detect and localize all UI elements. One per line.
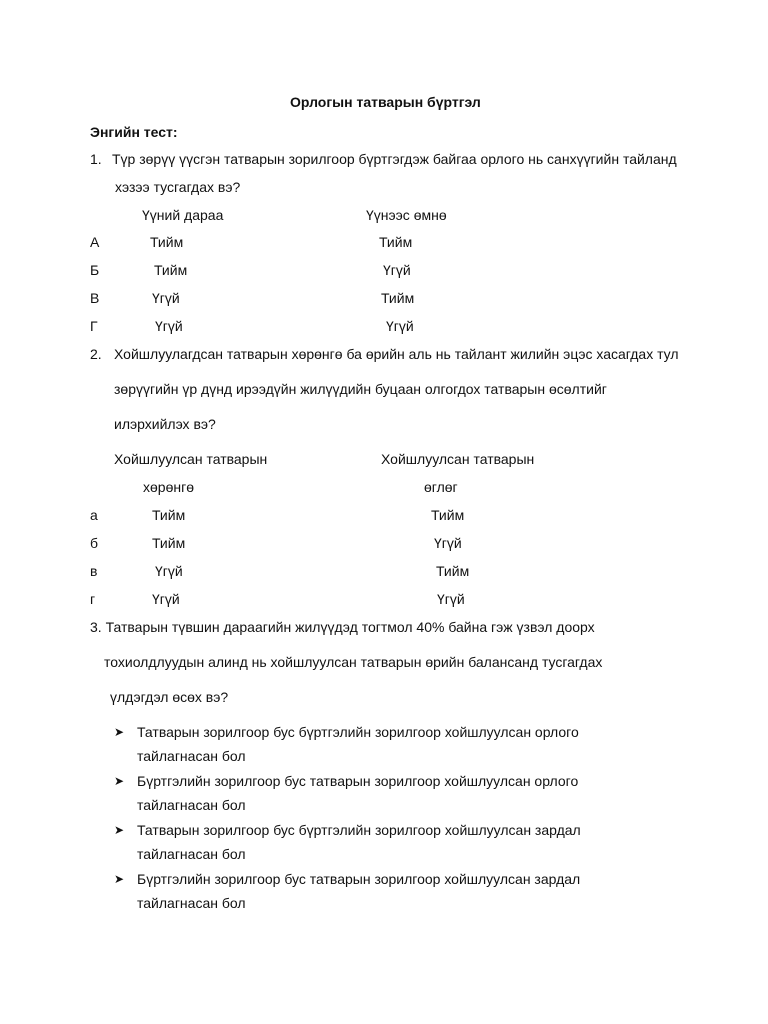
arrowhead-bullet-icon: ➤ — [114, 872, 125, 886]
q1-row-answer-1: Тийм — [150, 234, 184, 250]
q1-text-line-1: Түр зөрүү үүсгэн татварын зорилгоор бүртгэгдэж байгаа орлого нь санхүүгийн тайланд — [112, 151, 677, 167]
q2-column-subheader-2: өглөг — [424, 479, 458, 495]
arrowhead-bullet-icon: ➤ — [114, 725, 125, 739]
section-heading: Энгийн тест: — [90, 124, 178, 140]
q3-option-line-1: Татварын зорилгоор бус бүртгэлийн зорилгоор хойшлуулсан зардал — [137, 822, 581, 838]
q2-row-label: г — [90, 591, 96, 607]
q3-text-line-1: 3. Татварын түвшин дараагийн жилүүдэд тогтмол 40% байна гэж үзвэл доорх — [90, 619, 595, 635]
q1-row-answer-2: Үгүй — [386, 318, 414, 334]
q1-row-label: А — [90, 234, 100, 250]
q1-row-label: Б — [90, 262, 100, 278]
q2-column-header-1: Хойшлуулсан татварын — [114, 451, 268, 467]
q2-row-answer-2: Тийм — [431, 507, 465, 523]
q1-row-label: Г — [90, 318, 98, 334]
q1-row-answer-2: Үгүй — [383, 262, 411, 278]
q3-option-line-2: тайлагнасан бол — [137, 748, 246, 764]
q1-text-line-2: хэзээ тусгагдах вэ? — [115, 179, 241, 195]
q3-text-line-3: үлдэгдэл өсөх вэ? — [110, 689, 229, 705]
q3-option-line-2: тайлагнасан бол — [137, 846, 246, 862]
q1-row-answer-1: Тийм — [154, 262, 188, 278]
q2-text-line-3: илэрхийлэх вэ? — [114, 416, 216, 432]
arrowhead-bullet-icon: ➤ — [114, 823, 125, 837]
q1-row-answer-2: Тийм — [381, 290, 415, 306]
arrowhead-bullet-icon: ➤ — [114, 774, 125, 788]
q3-option-line-1: Бүртгэлийн зорилгоор бус татварын зорилгоор хойшлуулсан орлого — [137, 773, 579, 789]
q1-number: 1. — [90, 151, 102, 167]
page-title: Орлогын татварын бүртгэл — [290, 94, 481, 110]
q2-row-answer-1: Тийм — [152, 535, 186, 551]
q1-column-header-2: Үүнээс өмнө — [366, 207, 447, 223]
q3-text-line-2: тохиолдлуудын алинд нь хойшлуулсан татварын өрийн балансанд тусгагдах — [104, 654, 603, 670]
q2-row-answer-1: Тийм — [152, 507, 186, 523]
q3-option-line-2: тайлагнасан бол — [137, 797, 246, 813]
q2-column-subheader-1: хөрөнгө — [143, 479, 194, 495]
q1-row-label: В — [90, 290, 100, 306]
q3-option-line-2: тайлагнасан бол — [137, 895, 246, 911]
q2-row-label: в — [90, 563, 98, 579]
q1-row-answer-2: Тийм — [379, 234, 413, 250]
q2-column-header-2: Хойшлуулсан татварын — [381, 451, 535, 467]
q2-row-answer-1: Үгүй — [155, 563, 183, 579]
q3-option-line-1: Бүртгэлийн зорилгоор бус татварын зорилгоор хойшлуулсан зардал — [137, 871, 581, 887]
q2-row-answer-2: Үгүй — [437, 591, 465, 607]
q1-row-answer-1: Үгүй — [152, 290, 180, 306]
q3-option-line-1: Татварын зорилгоор бус бүртгэлийн зорилгоор хойшлуулсан орлого — [137, 724, 579, 740]
q2-row-answer-2: Үгүй — [434, 535, 462, 551]
q2-text-line-2: зөрүүгийн үр дүнд ирээдүйн жилүүдийн буцаан олгогдох татварын өсөлтийг — [114, 381, 607, 397]
q1-row-answer-1: Үгүй — [155, 318, 183, 334]
q2-row-answer-2: Тийм — [436, 563, 470, 579]
q2-number: 2. — [90, 346, 102, 362]
q2-text-line-1: Хойшлуулагдсан татварын хөрөнгө ба өрийн аль нь тайлант жилийн эцэс хасагдах тул — [114, 346, 679, 362]
q2-row-label: а — [90, 507, 98, 523]
q2-row-answer-1: Үгүй — [152, 591, 180, 607]
q2-row-label: б — [90, 535, 99, 551]
q1-column-header-1: Үүний дараа — [142, 207, 224, 223]
